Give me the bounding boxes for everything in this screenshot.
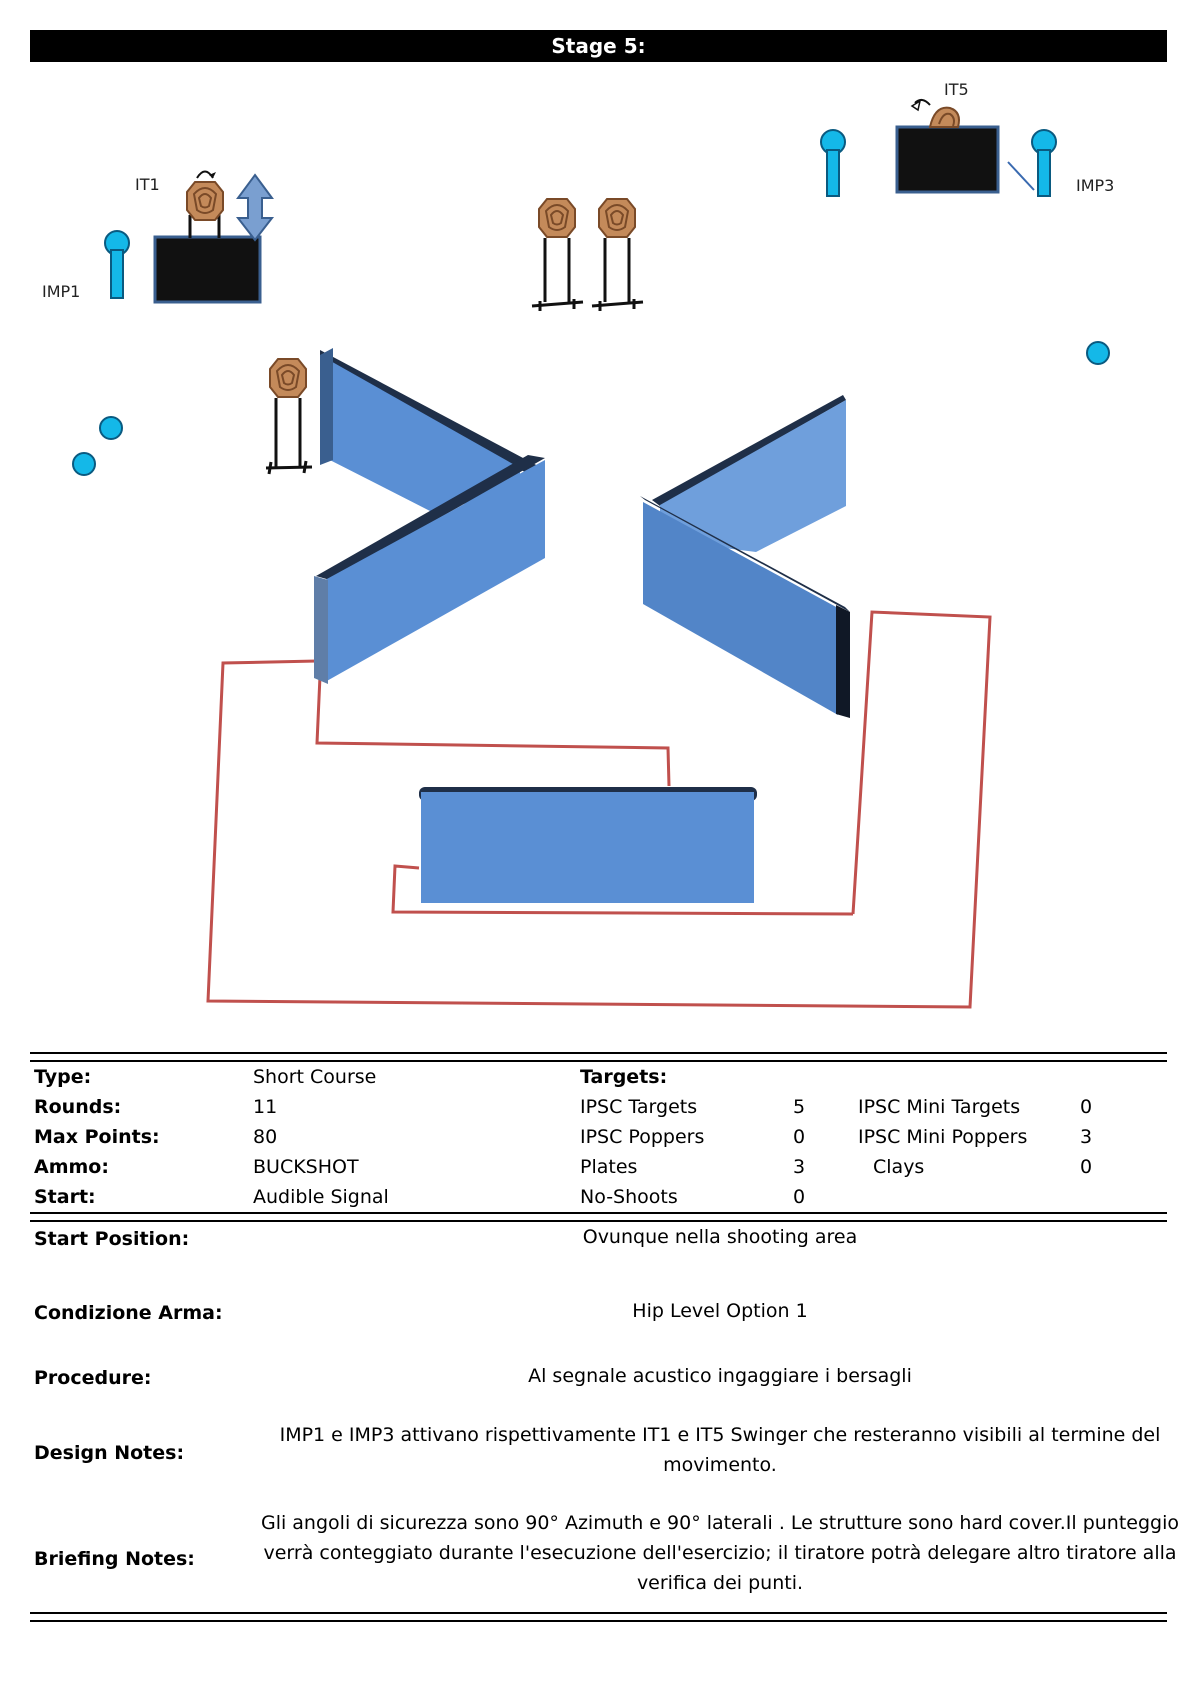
stage-title: Stage 5: — [551, 34, 646, 58]
plate-left-lower — [73, 453, 95, 475]
fault-line-inner — [317, 676, 669, 786]
label-imp3: IMP3 — [1076, 176, 1115, 195]
divider-top — [30, 1052, 1167, 1062]
ipsc-targets-value: 5 — [793, 1096, 806, 1118]
design-notes-value: IMP1 e IMP3 attivano rispettivamente IT1 e IT5 Swinger che resteranno visibili al termine del movimento. — [279, 1424, 1161, 1476]
mini-targets-value: 0 — [1080, 1096, 1093, 1118]
mini-poppers-label: IPSC Mini Poppers — [858, 1126, 1028, 1148]
start-label: Start: — [34, 1186, 96, 1208]
stage-title-bar — [30, 30, 1167, 62]
procedure-section — [30, 1357, 1167, 1397]
plate-left-upper — [100, 417, 122, 439]
swinger-target-it1 — [187, 172, 223, 239]
targets-header: Targets: — [580, 1066, 668, 1088]
wall-center — [419, 787, 757, 903]
stats-row-type — [30, 1062, 1167, 1092]
hard-cover-it1 — [155, 237, 260, 302]
ammo-value: BUCKSHOT — [253, 1156, 359, 1178]
clays-value: 0 — [1080, 1156, 1093, 1178]
ipsc-poppers-value: 0 — [793, 1126, 806, 1148]
stats-row-rounds — [30, 1092, 1167, 1122]
stage-info — [30, 1052, 1167, 1222]
stage-diagram — [0, 62, 1191, 1052]
ipsc-targets-label: IPSC Targets — [580, 1096, 698, 1118]
start-position-value: Ovunque nella shooting area — [582, 1226, 858, 1248]
ipsc-target-left — [266, 359, 312, 474]
stats-row-maxpoints — [30, 1122, 1167, 1152]
procedure-value: Al segnale acustico ingaggiare i bersagli — [528, 1365, 912, 1387]
divider-bottom — [30, 1612, 1167, 1622]
stats-row-start — [30, 1182, 1167, 1212]
clays-label: Clays — [873, 1156, 925, 1178]
rounds-value: 11 — [253, 1096, 278, 1118]
label-it1: IT1 — [135, 175, 160, 194]
mini-targets-label: IPSC Mini Targets — [858, 1096, 1021, 1118]
start-position-section — [30, 1218, 1167, 1258]
popper-imp3 — [1032, 130, 1056, 196]
ipsc-target-center-left — [532, 199, 583, 311]
briefing-notes-value: Gli angoli di sicurezza sono 90° Azimuth e 90° laterali . Le strutture sono hard cover.Il punteggio verrà conteggiato durante l'esecuzione dell'esercizio; il tiratore potrà delegare altro tiratore alla verifica dei punti. — [260, 1512, 1180, 1594]
double-arrow-icon — [238, 175, 272, 240]
ipsc-poppers-label: IPSC Poppers — [580, 1126, 705, 1148]
plates-value: 3 — [793, 1156, 806, 1178]
design-notes-section — [30, 1420, 1167, 1490]
type-label: Type: — [34, 1066, 92, 1088]
hard-cover-it5 — [897, 127, 998, 192]
label-it5: IT5 — [944, 80, 969, 99]
briefing-notes-section — [30, 1508, 1180, 1608]
ammo-label: Ammo: — [34, 1156, 109, 1178]
plates-label: Plates — [580, 1156, 638, 1178]
type-value: Short Course — [253, 1066, 377, 1088]
design-notes-label: Design Notes: — [34, 1442, 185, 1464]
condizione-label: Condizione Arma: — [34, 1302, 223, 1324]
condizione-value: Hip Level Option 1 — [632, 1300, 808, 1322]
start-value: Audible Signal — [253, 1186, 389, 1208]
noshoots-label: No-Shoots — [580, 1186, 678, 1208]
stats-row-ammo — [30, 1152, 1167, 1182]
briefing-notes-label: Briefing Notes: — [34, 1548, 195, 1570]
plate-right — [1087, 342, 1109, 364]
swinger-target-it5 — [912, 100, 959, 127]
label-imp1: IMP1 — [42, 282, 81, 301]
activation-cable — [1008, 162, 1034, 190]
popper-imp3-left — [821, 130, 845, 196]
noshoots-value: 0 — [793, 1186, 806, 1208]
divider-bottom-wrap — [30, 1612, 1167, 1622]
maxpoints-label: Max Points: — [34, 1126, 160, 1148]
popper-imp1 — [105, 231, 129, 298]
mini-poppers-value: 3 — [1080, 1126, 1093, 1148]
procedure-label: Procedure: — [34, 1367, 152, 1389]
condizione-section — [30, 1292, 1167, 1332]
start-position-label: Start Position: — [34, 1228, 190, 1250]
ipsc-target-center-right — [592, 199, 643, 311]
rounds-label: Rounds: — [34, 1096, 122, 1118]
maxpoints-value: 80 — [253, 1126, 278, 1148]
